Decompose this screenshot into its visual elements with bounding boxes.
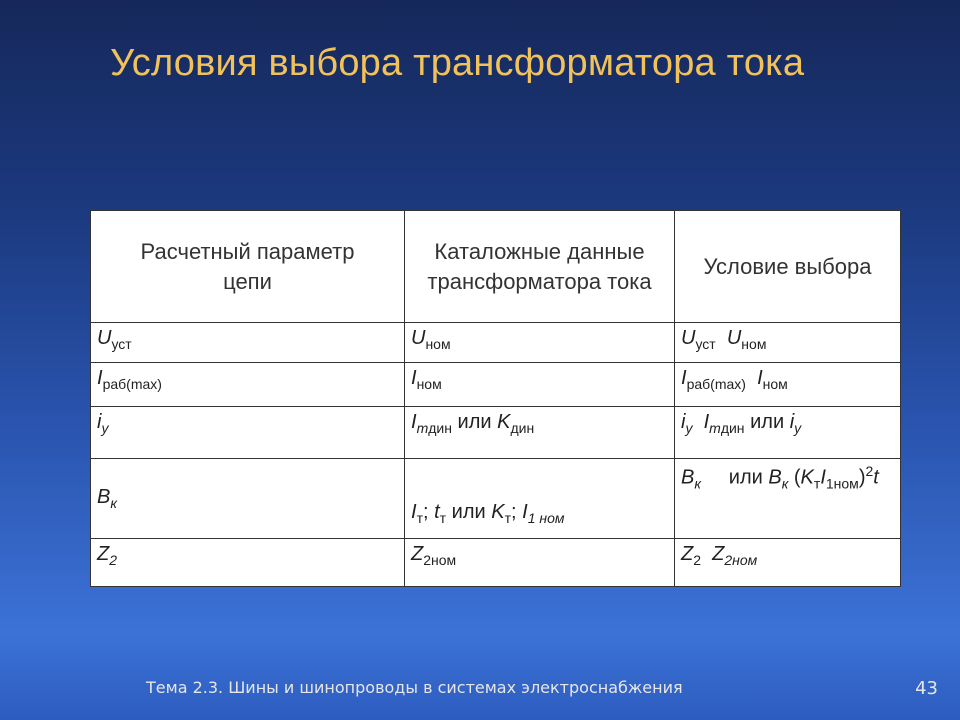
- row4-col1: $B_к$: [91, 459, 405, 539]
- selection-conditions-table: [90, 210, 901, 587]
- row5-col2: $Z_{2ном}$: [405, 539, 675, 587]
- row3-col3: $i_у$ $I_{mдин}$ или $i_у$: [675, 407, 901, 459]
- row1-col3: $U_{уст}$ $U_{ном}$: [675, 323, 901, 363]
- row1-col2: $U_{ном}$: [405, 323, 675, 363]
- row3-col1: $i_у$: [91, 407, 405, 459]
- row2-col2: $I_{ном}$: [405, 363, 675, 407]
- page-number: 43: [915, 678, 938, 699]
- table-row: [91, 363, 901, 407]
- row5-col3: $Z_2$ $Z_{2ном}$: [675, 539, 901, 587]
- row5-col1: $Z_2$: [91, 539, 405, 587]
- header-col2: Каталожные данные трансформатора тока: [405, 211, 675, 323]
- row4-col3: $B_к$ или $B_к$ $(K_тI_{1ном})^2t$: [675, 459, 901, 539]
- table-row: [91, 323, 901, 363]
- table-row: [91, 407, 901, 459]
- footer-topic: Тема 2.3. Шины и шинопроводы в системах электроснабжения: [146, 678, 683, 697]
- row1-col1: $U_{уст}$: [91, 323, 405, 363]
- row4-col2: $I_т$; $t_т$ или $K_т$; $I_{1 ном}$: [405, 459, 675, 539]
- header-col3: Условие выбора: [675, 211, 901, 323]
- table-row: [91, 459, 901, 539]
- slide-title: Условия выбора трансформатора тока: [110, 42, 805, 84]
- row3-col2: $I_{mдин}$ или $K_{дин}$: [405, 407, 675, 459]
- row2-col1: $I_{раб(max)}$: [91, 363, 405, 407]
- row2-col3: $I_{раб(max)}$ $I_{ном}$: [675, 363, 901, 407]
- header-col1: Расчетный параметр цепи: [91, 211, 405, 323]
- table-header-row: [91, 211, 901, 323]
- table-row: [91, 539, 901, 587]
